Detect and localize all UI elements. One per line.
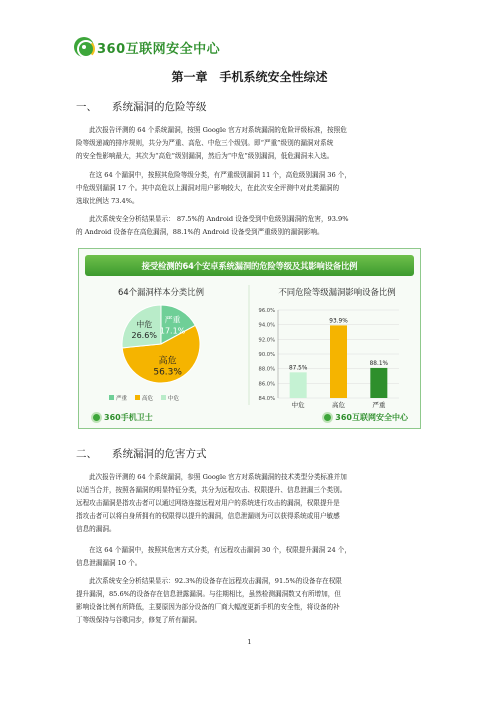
page-number: 1 (247, 638, 252, 646)
bar (290, 372, 307, 398)
legend-swatch (161, 395, 166, 400)
x-tick-label: 高危 (332, 401, 345, 409)
y-tick-label: 86.0% (258, 381, 275, 388)
paragraph-line: 的 Android 设备存在高危漏洞，88.1%的 Android 设备受到严重级别的漏洞影响。 (76, 228, 324, 236)
legend-label: 严重 (116, 396, 128, 402)
legend-swatch (135, 395, 140, 400)
y-tick-label: 88.0% (258, 366, 275, 373)
logo-text: 360互联网安全中心 (97, 41, 221, 57)
paragraph-line: 此次系统安全分析结果显示： 87.5%的 Android 设备受到中危级别漏洞的危害，93.9% (89, 215, 349, 223)
footer-logo-text: 360互联网安全中心 (335, 413, 408, 422)
legend-label: 高危 (142, 396, 154, 402)
chapter-title: 第一章 手机系统安全性综述 (171, 70, 328, 84)
section-2-heading (76, 446, 207, 461)
paragraph-line: 此次系统安全分析结果显示：92.3%的设备存在远程攻击漏洞，91.5%的设备存在权限 (89, 577, 342, 585)
360-logo-icon (74, 37, 94, 57)
risk-level-figure (78, 248, 421, 429)
x-tick-label: 严重 (372, 401, 386, 409)
y-tick-label: 84.0% (258, 396, 275, 402)
bar-title: 不同危险等级漏洞影响设备比例 (278, 287, 396, 297)
y-tick-label: 92.0% (258, 337, 275, 344)
paragraph (76, 169, 424, 208)
y-tick-label: 90.0% (258, 352, 275, 358)
footer-logo-left (91, 412, 153, 423)
y-tick-label: 96.0% (258, 308, 275, 314)
paragraph (76, 544, 424, 570)
bar (330, 325, 347, 398)
section-title: 系统漏洞的危险等级 (112, 101, 207, 113)
pie-slice-label: 严重 (164, 315, 181, 325)
bar-value-label: 88.1% (369, 360, 389, 367)
page-header-logo (74, 36, 220, 58)
paragraph-line: 影响设备比例有所降低，主要原因为部分设备的厂商大幅度更新手机的安全性，将设备的补 (76, 603, 340, 611)
paragraph (76, 575, 424, 627)
section-number: 二、 (76, 448, 97, 460)
360-logo-icon (322, 412, 333, 423)
legend-label: 中危 (168, 396, 180, 402)
y-tick-label: 94.0% (258, 322, 275, 329)
paragraph-line: 在这 64 个漏洞中，按照其危害方式分类，有远程攻击漏洞 30 个，权限提升漏洞 24 个， (89, 546, 351, 554)
360-logo-icon (91, 412, 102, 423)
paragraph-line: 信息泄漏漏洞 10 个。 (76, 559, 142, 567)
x-tick-label: 中危 (291, 401, 305, 409)
figure-footer (85, 409, 414, 425)
paragraph-line: 丁等级保持与谷歌同步，修复了所有漏洞。 (76, 616, 202, 624)
paragraph (76, 124, 424, 163)
paragraph (76, 213, 424, 239)
paragraph-line: 中危级别漏洞 17 个。其中高危以上漏洞对用户影响较大，在此次安全评测中对此类漏洞的 (76, 184, 340, 192)
paragraph-line: 在这 64 个漏洞中，按照其危险等级分类，有严重级别漏洞 11 个，高危级别漏洞 36 个， (89, 171, 351, 179)
bar-value-label: 93.9% (329, 318, 348, 325)
pie-slice-label: 中危 (136, 319, 153, 329)
paragraph-line: 的安全性影响最大，其次为“高危”级别漏洞，然后为“中危”级别漏洞，低危漏洞未入选。 (76, 152, 334, 160)
section-title: 系统漏洞的危害方式 (112, 448, 207, 460)
section-1-heading (76, 99, 207, 114)
paragraph-line: 此次报告评测的 64 个系统漏洞，按照 Google 官方对系统漏洞的危险评级标准，按照危 (89, 126, 347, 134)
paragraph-line: 以适当合并，按照各漏洞的明显特征分类，共分为远程攻击、权限提升、信息泄漏三个类别。 (76, 486, 347, 494)
pie-slice-value: 17.1% (159, 326, 186, 336)
section-number: 一、 (76, 101, 97, 113)
paragraph-line: 险等级递减的排序规则，共分为严重、高危、中危三个级别。即“严重”级别的漏洞对系统 (76, 139, 334, 147)
pie-slice-value: 26.6% (131, 330, 157, 340)
paragraph-line: 信息的漏洞。 (76, 525, 116, 533)
paragraph-line: 此次报告评测的 64 个系统漏洞，参照 Google 官方对系统漏洞的技术类型分类标准并加 (89, 473, 347, 481)
pie-title: 64个漏洞样本分类比例 (117, 287, 205, 297)
legend-swatch (109, 395, 114, 400)
bar-value-label: 87.5% (288, 365, 308, 372)
footer-logo-right (322, 412, 408, 423)
paragraph-line: 提升漏洞，85.6%的设备存在信息泄露漏洞。与往期相比，虽然检测漏洞数又有所增加，但 (76, 590, 341, 598)
paragraph-line: 指攻击者可以将自身所拥有的权限得以提升的漏洞，信息泄漏则为可以获得系统或用户敏感 (76, 512, 340, 520)
paragraph (76, 471, 424, 536)
bar (370, 368, 387, 398)
paragraph-line: 远程攻击漏洞是指攻击者可以通过网络连接远程对用户的系统进行攻击的漏洞，权限提升是 (76, 499, 340, 507)
pie-slice-label: 高危 (158, 356, 177, 367)
figure-charts (79, 249, 422, 430)
figure-banner: 接受检测的64个安卓系统漏洞的危险等级及其影响设备比例 (85, 255, 414, 276)
footer-logo-text: 360手机卫士 (104, 413, 153, 422)
pie-slice-value: 56.3% (153, 367, 182, 378)
paragraph-line: 选取比例达 73.4%。 (76, 197, 139, 205)
